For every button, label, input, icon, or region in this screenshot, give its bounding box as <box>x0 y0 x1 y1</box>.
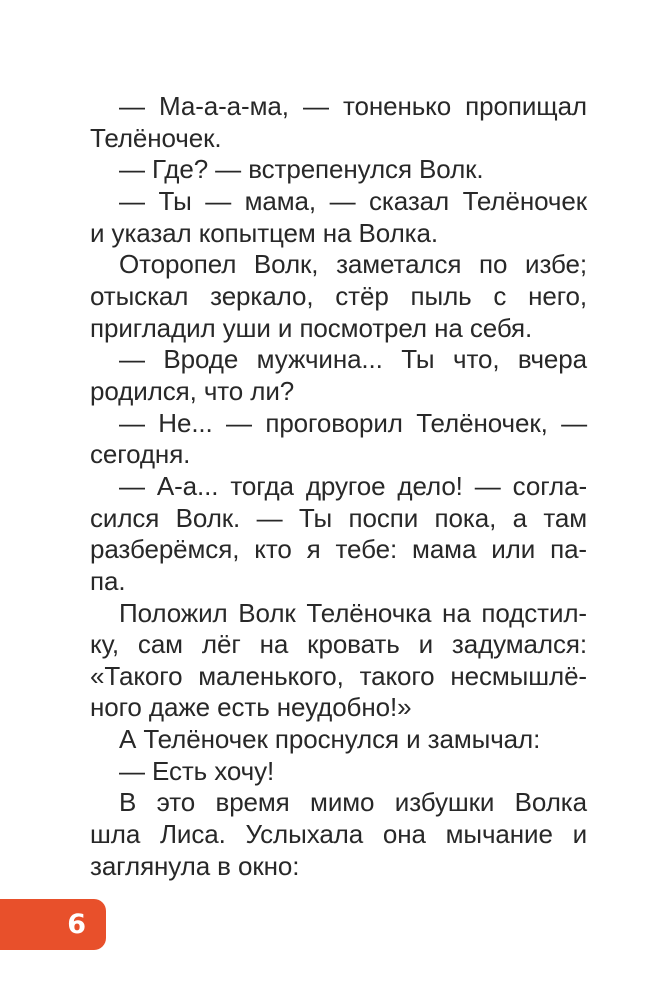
paragraph <box>90 724 587 756</box>
text-line: ного даже есть неудобно!» <box>90 692 412 723</box>
text-line: — Ты — мама, — сказал Телёночек <box>119 185 587 216</box>
text-line: — Где? — встрепенулся Волк. <box>119 154 484 185</box>
paragraph <box>90 598 587 725</box>
text-line: Оторопел Волк, заметался по избе; <box>119 249 587 280</box>
text-line: — Вроде мужчина... Ты что, вчера <box>119 344 587 375</box>
page-number: 6 <box>67 909 86 940</box>
text-line: родился, что ли? <box>90 375 295 406</box>
paragraph <box>90 408 587 471</box>
text-block <box>90 91 587 882</box>
paragraph <box>90 471 587 598</box>
page-number-badge <box>0 899 106 950</box>
text-line: — Не... — проговорил Телёночек, — <box>119 407 587 438</box>
paragraph <box>90 91 587 154</box>
text-line: — А-а... тогда другое дело! — согла- <box>119 470 587 501</box>
text-line: — Ма-а-а-ма, — тоненько пропищал <box>119 91 587 121</box>
text-line: сился Волк. — Ты поспи пока, а там <box>90 502 587 533</box>
text-line: шла Лиса. Услыхала она мычание и <box>90 819 587 850</box>
text-line: В это время мимо избушки Волка <box>119 787 587 818</box>
text-line: сегодня. <box>90 439 191 470</box>
text-line: заглянула в окно: <box>90 850 300 881</box>
text-line: пригладил уши и посмотрел на себя. <box>90 312 533 343</box>
paragraph <box>90 186 587 249</box>
paragraph <box>90 154 587 186</box>
text-line: ку, сам лёг на кровать и задумался: <box>90 629 587 660</box>
paragraph <box>90 756 587 788</box>
text-line: Телёночек. <box>90 122 222 153</box>
text-line: отыскал зеркало, стёр пыль с него, <box>90 280 587 311</box>
text-line: па. <box>90 565 126 596</box>
paragraph <box>90 249 587 344</box>
text-line: — Есть хочу! <box>119 755 275 786</box>
text-line: А Телёночек проснулся и замычал: <box>119 724 541 755</box>
paragraph <box>90 344 587 407</box>
paragraph <box>90 787 587 882</box>
text-line: Положил Волк Телёночка на подстил- <box>119 597 587 628</box>
text-line: и указал копытцем на Волка. <box>90 217 438 248</box>
text-line: разберёмся, кто я тебе: мама или па- <box>90 534 587 565</box>
text-line: «Такого маленького, такого несмышлё- <box>90 660 587 691</box>
